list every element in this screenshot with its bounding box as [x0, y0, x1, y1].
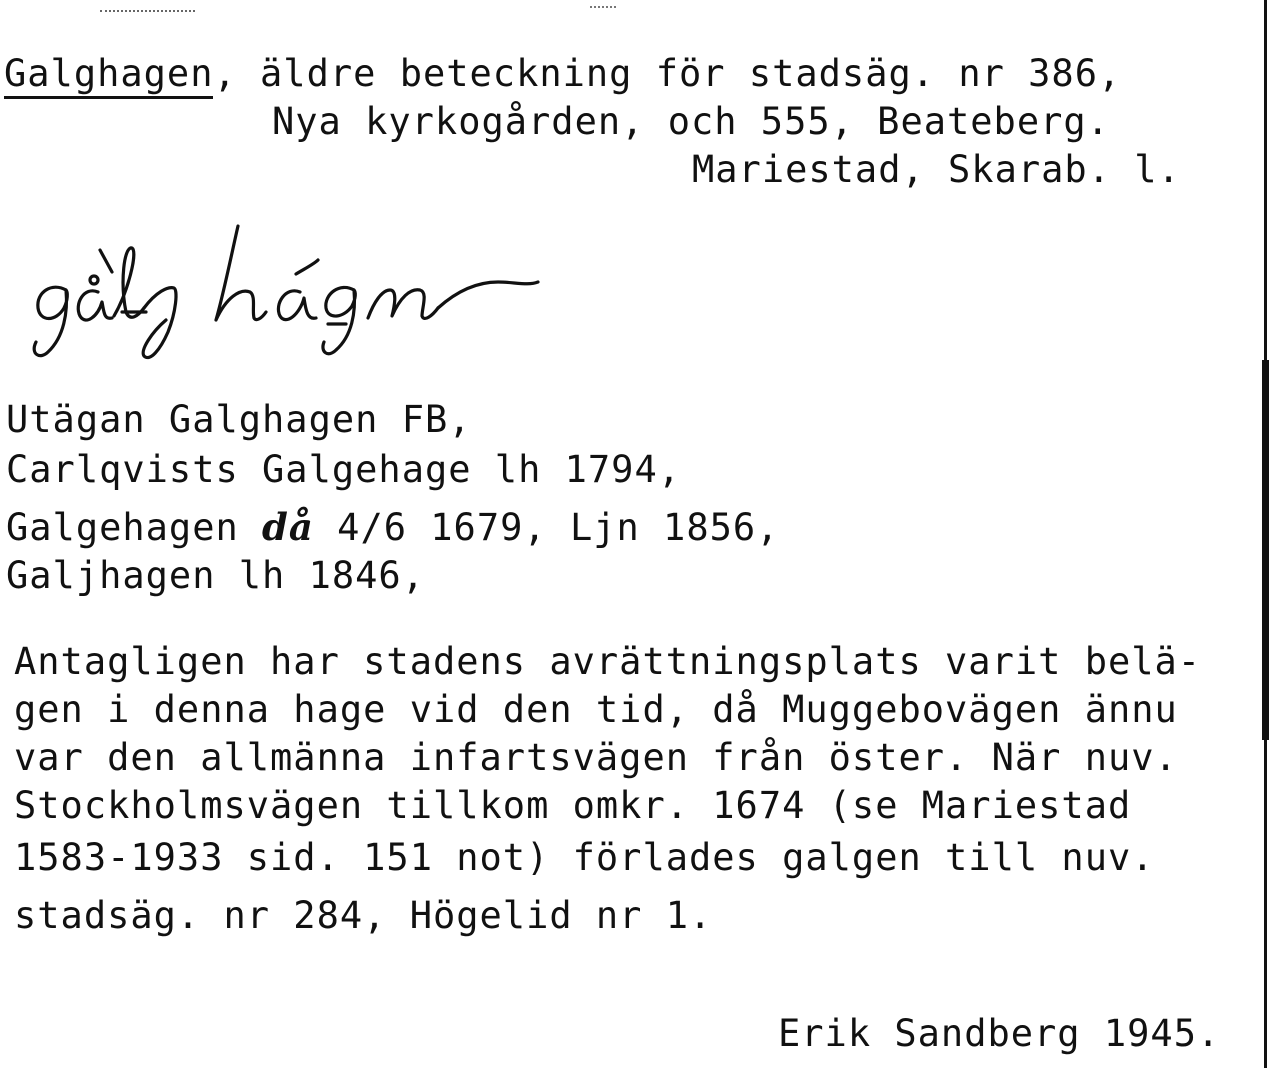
- commentary-line-4: Stockholmsvägen tillkom omkr. 1674 (se Mariestad: [14, 784, 1132, 827]
- headword: Galghagen: [4, 52, 213, 99]
- header-line-1-rest: , äldre beteckning för stadsäg. nr 386,: [213, 52, 1122, 95]
- form-line-4: Galjhagen lh 1846,: [6, 554, 425, 597]
- commentary-line-5: 1583-1933 sid. 151 not) förlades galgen till nuv.: [14, 836, 1155, 879]
- commentary-line-2: gen i denna hage vid den tid, då Muggebovägen ännu: [14, 688, 1178, 731]
- form-line-3-post: 4/6 1679, Ljn 1856,: [313, 506, 780, 549]
- form-line-3-ink: då: [262, 505, 314, 549]
- top-scan-mark-2: [590, 6, 616, 8]
- header-line-2: Nya kyrkogården, och 555, Beateberg.: [272, 100, 1110, 143]
- top-scan-mark: [100, 10, 195, 14]
- signature: Erik Sandberg 1945.: [778, 1012, 1221, 1055]
- form-line-3: [6, 505, 779, 550]
- commentary-line-6: stadsäg. nr 284, Högelid nr 1.: [14, 894, 713, 937]
- card-edge-shadow: [1262, 360, 1269, 740]
- commentary-line-1: Antagligen har stadens avrättningsplats varit belä-: [14, 640, 1202, 683]
- header-line-1: [4, 52, 1121, 96]
- commentary-line-3: var den allmänna infartsvägen från öster. När nuv.: [14, 736, 1178, 779]
- handwritten-pronunciation: [18, 212, 558, 372]
- form-line-1: Utägan Galghagen FB,: [6, 398, 472, 441]
- form-line-2: Carlqvists Galgehage lh 1794,: [6, 448, 682, 491]
- form-line-3-pre: Galgehagen: [6, 506, 263, 549]
- header-line-3: Mariestad, Skarab. l.: [692, 148, 1181, 191]
